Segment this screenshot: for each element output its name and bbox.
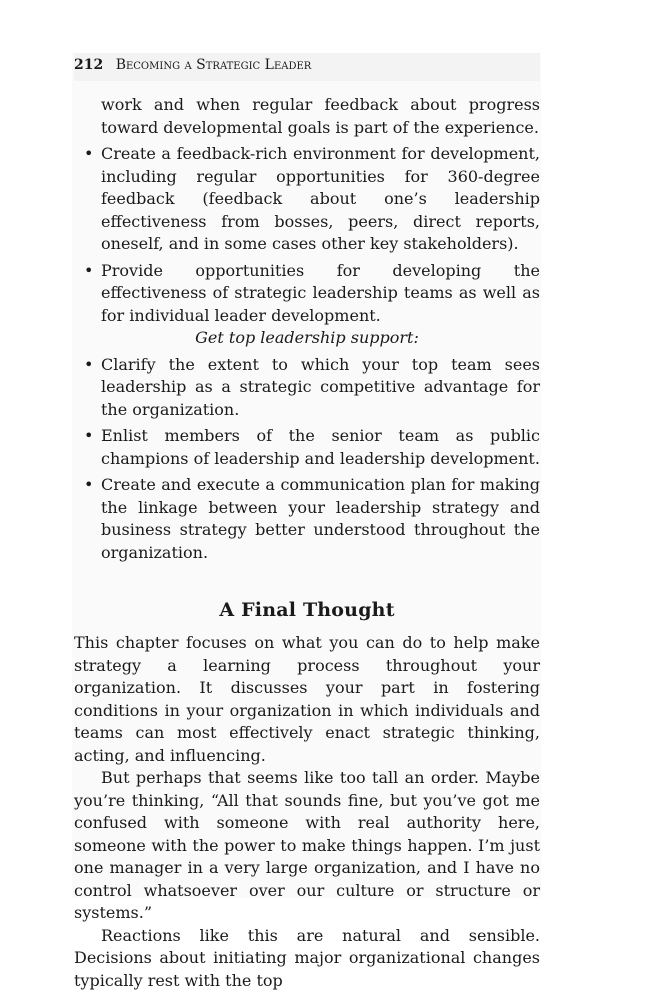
bullet-item: • Create and execute a communication plan for making the linkage between your leadership strategy and business strategy better understood throughout the organization. <box>74 474 540 564</box>
paragraph: But perhaps that seems like too tall an order. Maybe you’re thinking, “All that sounds fine, but you’ve got me confused with someone with real authority here, someone with the power to make things happen. I’m just one manager in a very large organization, and I have no control whatsoever over our culture or structure or systems.” <box>74 767 540 925</box>
bullet-item: • Create a feedback-rich environment for development, including regular opportunities for 360-degree feedback (feedback about one’s leadership effectiveness from bosses, peers, direct reports, oneself, and in some cases other key stakeholders). <box>74 143 540 256</box>
bullet-item: • Enlist members of the senior team as public champions of leadership and leadership development. <box>74 425 540 470</box>
bullet-list-support <box>74 354 540 565</box>
paragraph: This chapter focuses on what you can do to help make strategy a learning process throughout your organization. It discusses your part in fostering conditions in your organization in which individuals and teams can most effectively enact strategic thinking, acting, and influencing. <box>74 632 540 767</box>
running-title: Becoming a Strategic Leader <box>116 57 312 73</box>
section-title: A Final Thought <box>74 598 540 622</box>
paragraph: Reactions like this are natural and sensible. Decisions about initiating major organizational changes typically rest with the top <box>74 925 540 992</box>
bullet-item: • Clarify the extent to which your top team sees leadership as a strategic competitive advantage for the organization. <box>74 354 540 422</box>
running-header <box>74 53 540 81</box>
page-content <box>74 94 540 992</box>
bullet-list-development <box>74 143 540 327</box>
page-number: 212 <box>74 55 103 75</box>
subheading: Get top leadership support: <box>74 327 540 350</box>
continued-bullet-text: work and when regular feedback about progress toward developmental goals is part of the experience. <box>74 94 540 139</box>
bullet-item: • Provide opportunities for developing the effectiveness of strategic leadership teams as well as for individual leader development. <box>74 260 540 328</box>
